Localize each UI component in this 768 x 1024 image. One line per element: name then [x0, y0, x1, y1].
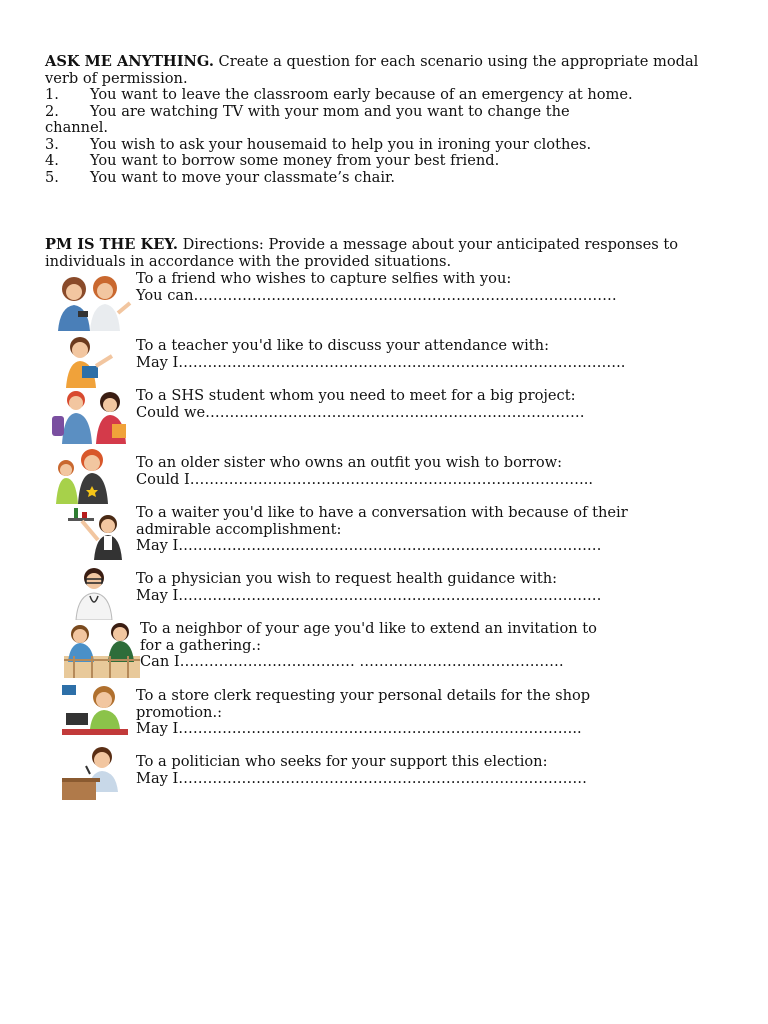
answer-blank[interactable]: May I………………………………………………………………………..: [136, 720, 582, 737]
section1-instruction-text: Create a question for each scenario using the appropriate modal verb of permission.: [45, 53, 699, 87]
doctor-icon: [72, 566, 116, 620]
sisters-icon: [52, 448, 110, 504]
ask-me-anything-section: [45, 54, 735, 186]
scenario-prompt: To a teacher you'd like to discuss your attendance with:: [136, 337, 549, 354]
scenario-prompt: To a SHS student whom you need to meet for a big project:: [136, 387, 576, 404]
section1-title: ASK ME ANYTHING.: [45, 53, 214, 70]
scenario-prompt: To a store clerk requesting your personal details for the shop: [136, 687, 591, 704]
answer-blank[interactable]: May I………………………………………………………………………………..: [136, 353, 626, 371]
section2-title: PM IS THE KEY.: [45, 236, 178, 253]
scenario-3: [136, 388, 585, 421]
item-text: You wish to ask your housemaid to help you in ironing your clothes.: [90, 135, 592, 153]
item-text: You are watching TV with your mom and you want to change the: [90, 102, 570, 120]
scenario-4: [136, 455, 593, 488]
scenario-prompt: To a waiter you'd like to have a conversation with because of their: [136, 504, 628, 521]
neighbors-icon: [64, 620, 140, 678]
friends-selfie-icon: [50, 273, 134, 331]
scenario-prompt: To a physician you wish to request health guidance with:: [136, 570, 558, 587]
scenario-5: [136, 505, 628, 555]
item-number: 1.: [45, 86, 59, 103]
item-number: 3.: [45, 135, 59, 153]
scenario-1: [136, 271, 617, 304]
scenario-prompt: To an older sister who owns an outfit you wish to borrow:: [136, 454, 563, 471]
item-number: 4.: [45, 152, 59, 169]
section2-instruction: Directions: Provide a message about your anticipated responses to individuals in accordance with the provided situations.: [45, 236, 679, 270]
item-text: You want to move your classmate’s chair.: [90, 168, 396, 186]
teacher-icon: [60, 334, 122, 388]
answer-blank[interactable]: Could I………………………………………………………………………..: [136, 470, 594, 488]
list-item: [45, 137, 735, 154]
store-clerk-icon: [62, 683, 128, 737]
list-item: [45, 153, 735, 170]
scenario-prompt: To a neighbor of your age you'd like to extend an invitation to: [140, 620, 597, 637]
scenario-prompt-continued: for a gathering.:: [140, 636, 262, 654]
scenario-2: [136, 338, 625, 371]
scenario-9: [136, 754, 587, 787]
answer-blank[interactable]: May I……………………………………………………………………………: [136, 537, 602, 554]
answer-blank[interactable]: Could we……………………………………………………………………: [136, 403, 585, 421]
item-number: 5.: [45, 168, 59, 186]
item-number: 2.: [45, 102, 59, 120]
item-text: You want to borrow some money from your best friend.: [90, 152, 500, 169]
scenario-prompt-continued: promotion.:: [136, 703, 223, 721]
scenario-prompt: To a friend who wishes to capture selfies with you:: [136, 270, 512, 287]
scenario-8: [136, 688, 590, 738]
list-item-continuation: channel.: [45, 119, 109, 136]
scenario-prompt-continued: admirable accomplishment:: [136, 520, 342, 538]
list-item: [45, 87, 735, 104]
waiter-icon: [64, 504, 124, 560]
list-item: [45, 104, 735, 121]
list-item: [45, 170, 735, 187]
section1-instruction: [45, 54, 735, 87]
answer-blank[interactable]: May I……………………………………………………………………………: [136, 586, 602, 604]
answer-blank[interactable]: May I…………………………………………………………………………: [136, 769, 587, 787]
answer-blank[interactable]: You can……………………………………………………………………………: [136, 286, 617, 304]
scenario-7: [140, 621, 597, 671]
students-icon: [50, 388, 134, 444]
scenario-6: [136, 571, 602, 604]
pm-is-the-key-section: [45, 237, 735, 270]
answer-blank[interactable]: Can I……………………………… ……………………………………: [140, 653, 564, 670]
item-text: You want to leave the classroom early because of an emergency at home.: [90, 86, 633, 103]
politician-icon: [62, 744, 124, 800]
scenario-prompt: To a politician who seeks for your support this election:: [136, 753, 548, 770]
